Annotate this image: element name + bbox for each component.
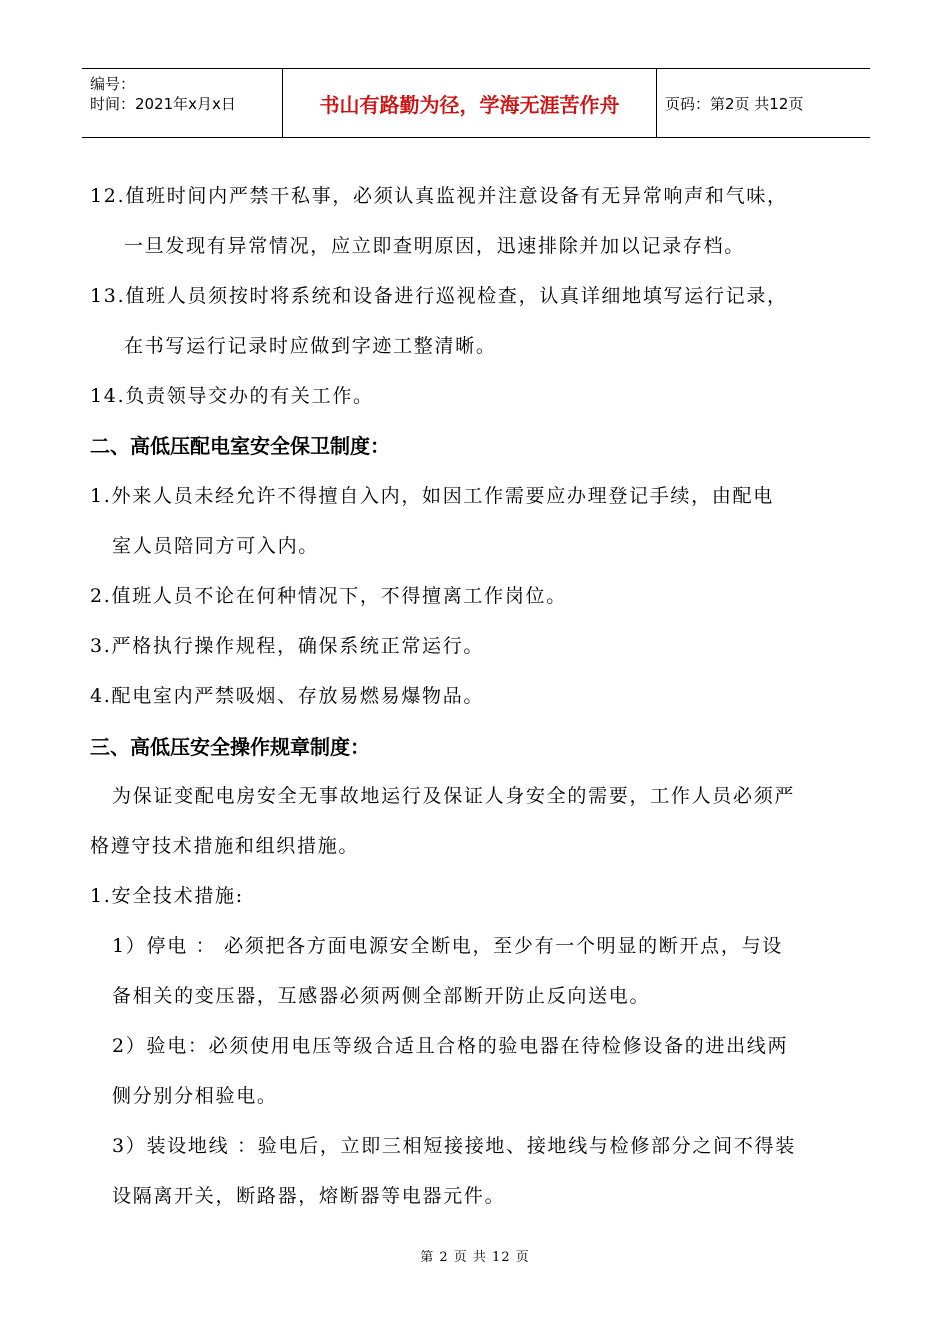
section-2-title: 二、高低压配电室安全保卫制度： xyxy=(90,434,390,458)
s2-item-3: 3.严格执行操作规程，确保系统正常运行。 xyxy=(90,635,485,657)
sub-1-line-2: 备相关的变压器，互感器必须两侧全部断开防止反向送电。 xyxy=(112,985,651,1007)
header-meta-cell xyxy=(82,69,283,137)
sub-2-line-1: 2）验电：必须使用电压等级合适且合格的验电器在待检修设备的进出线两 xyxy=(112,1035,789,1057)
header-motto: 书山有路勤为径，学海无涯苦作舟 xyxy=(283,69,657,137)
item-13-line-1: 13.值班人员须按时将系统和设备进行巡视检查，认真详细地填写运行记录， xyxy=(90,285,788,307)
s3-item-1: 1.安全技术措施: xyxy=(90,885,244,907)
s2-item-1-line-2: 室人员陪同方可入内。 xyxy=(112,535,320,557)
sub-3-line-2: 设隔离开关，断路器，熔断器等电器元件。 xyxy=(112,1185,506,1207)
page-header xyxy=(82,68,870,138)
header-page-info: 页码：第2页 共12页 xyxy=(665,94,804,113)
s3-intro-line-2: 格遵守技术措施和组织措施。 xyxy=(90,835,360,857)
sub-3-line-1: 3）装设地线 ：验电后，立即三相短接接地、接地线与检修部分之间不得装 xyxy=(112,1135,796,1157)
item-12-line-1: 12.值班时间内严禁干私事，必须认真监视并注意设备有无异常响声和气味， xyxy=(90,185,788,207)
item-12-line-2: 一旦发现有异常情况，应立即查明原因，迅速排除并加以记录存档。 xyxy=(124,235,746,257)
number-label: 编号： xyxy=(90,75,136,93)
s2-item-1-line-1: 1.外来人员未经允许不得擅自入内，如因工作需要应办理登记手续，由配电 xyxy=(90,485,774,507)
section-3-title: 三、高低压安全操作规章制度： xyxy=(90,735,370,759)
item-14: 14.负责领导交办的有关工作。 xyxy=(90,385,374,407)
page-footer: 第 2 页 共 12 页 xyxy=(420,1250,530,1265)
item-13-line-2: 在书写运行记录时应做到字迹工整清晰。 xyxy=(124,335,497,357)
sub-2-line-2: 侧分别分相验电。 xyxy=(112,1085,278,1107)
s2-item-2: 2.值班人员不论在何种情况下，不得擅离工作岗位。 xyxy=(90,585,567,607)
s3-intro-line-1: 为保证变配电房安全无事故地运行及保证人身安全的需要，工作人员必须严 xyxy=(112,785,796,807)
s2-item-4: 4.配电室内严禁吸烟、存放易燃易爆物品。 xyxy=(90,685,485,707)
date-label: 时间：2021年x月x日 xyxy=(90,95,236,113)
sub-1-line-1: 1）停电 ： 必须把各方面电源安全断电，至少有一个明显的断开点，与设 xyxy=(112,935,783,957)
